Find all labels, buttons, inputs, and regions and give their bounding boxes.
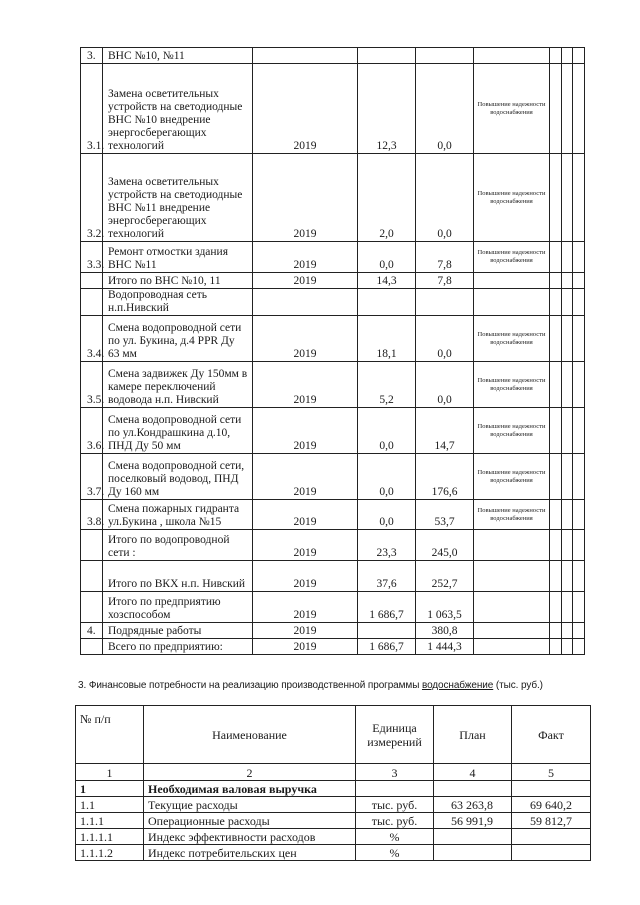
empty-cell xyxy=(562,592,573,623)
row-number: 3.7. xyxy=(81,454,103,500)
empty-cell xyxy=(573,64,585,154)
empty-cell xyxy=(562,48,573,64)
row-number: 1.1.1.1 xyxy=(76,829,144,845)
empty-cell xyxy=(573,242,585,273)
row-number-bold: 1 xyxy=(80,782,86,796)
empty-cell xyxy=(573,623,585,639)
plan-value xyxy=(358,623,416,639)
work-name: Итого по предприятию хозспособом xyxy=(103,592,253,623)
work-note: Повышение надежности водоснабжения xyxy=(474,242,550,273)
table-row xyxy=(81,242,585,273)
row-number xyxy=(81,289,103,316)
empty-cell xyxy=(573,48,585,64)
row-number: 1.1 xyxy=(76,797,144,813)
empty-cell xyxy=(550,316,562,362)
fact-value: 53,7 xyxy=(416,500,474,530)
table-row xyxy=(81,316,585,362)
index-cell: 1 xyxy=(76,764,144,781)
empty-cell xyxy=(573,316,585,362)
row-number: 3.1. xyxy=(81,64,103,154)
item-name xyxy=(144,781,356,797)
plan-value xyxy=(358,48,416,64)
table-row xyxy=(81,592,585,623)
table-row xyxy=(81,154,585,242)
work-note: Повышение надежности водоснабжения xyxy=(474,454,550,500)
work-note xyxy=(474,530,550,561)
fact-value xyxy=(416,48,474,64)
fact-value: 0,0 xyxy=(416,316,474,362)
empty-cell xyxy=(562,530,573,561)
fact-value: 7,8 xyxy=(416,242,474,273)
item-unit: % xyxy=(356,829,434,845)
empty-cell xyxy=(573,530,585,561)
plan-value: 37,6 xyxy=(358,561,416,592)
empty-cell xyxy=(550,154,562,242)
empty-cell xyxy=(550,48,562,64)
item-unit xyxy=(356,781,434,797)
empty-cell xyxy=(573,362,585,408)
plan-value xyxy=(434,781,512,797)
fact-value: 69 640,2 xyxy=(512,797,591,813)
empty-cell xyxy=(562,289,573,316)
work-name: Смена водопроводной сети, поселковый водовод, ПНД Ду 160 мм xyxy=(103,454,253,500)
empty-cell xyxy=(573,639,585,655)
plan-value: 0,0 xyxy=(358,500,416,530)
plan-value: 1 686,7 xyxy=(358,639,416,655)
fact-value xyxy=(512,845,591,861)
item-unit: тыс. руб. xyxy=(356,797,434,813)
item-name: Индекс эффективности расходов xyxy=(144,829,356,845)
fact-value: 14,7 xyxy=(416,408,474,454)
table-row xyxy=(76,813,591,829)
work-year: 2019 xyxy=(253,623,358,639)
table-row xyxy=(81,530,585,561)
work-name: Ремонт отмостки здания ВНС №11 xyxy=(103,242,253,273)
plan-value: 2,0 xyxy=(358,154,416,242)
work-year: 2019 xyxy=(253,592,358,623)
work-year: 2019 xyxy=(253,500,358,530)
work-name: Замена осветительных устройств на светодиодные ВНС №10 внедрение энергосберегающих технологий xyxy=(103,64,253,154)
table-row xyxy=(76,781,591,797)
work-year xyxy=(253,48,358,64)
plan-value: 63 263,8 xyxy=(434,797,512,813)
empty-cell xyxy=(550,592,562,623)
item-unit: % xyxy=(356,845,434,861)
work-name: Водопроводная сеть н.п.Нивский xyxy=(103,289,253,316)
empty-cell xyxy=(562,154,573,242)
row-number: 3.5. xyxy=(81,362,103,408)
empty-cell xyxy=(573,561,585,592)
work-name: Смена водопроводной сети по ул.Кондрашкина д.10, ПНД Ду 50 мм xyxy=(103,408,253,454)
work-year: 2019 xyxy=(253,64,358,154)
fact-value: 380,8 xyxy=(416,623,474,639)
fact-value xyxy=(512,829,591,845)
work-note: Повышение надежности водоснабжения xyxy=(474,500,550,530)
empty-cell xyxy=(550,242,562,273)
empty-cell xyxy=(550,454,562,500)
empty-cell xyxy=(573,154,585,242)
table-row xyxy=(81,639,585,655)
fact-value: 245,0 xyxy=(416,530,474,561)
empty-cell xyxy=(550,623,562,639)
work-note: Повышение надежности водоснабжения xyxy=(474,408,550,454)
plan-value xyxy=(434,845,512,861)
plan-value xyxy=(434,829,512,845)
table-row xyxy=(81,561,585,592)
empty-cell xyxy=(550,273,562,289)
row-number xyxy=(81,561,103,592)
empty-cell xyxy=(573,273,585,289)
empty-cell xyxy=(573,454,585,500)
work-note xyxy=(474,273,550,289)
work-note xyxy=(474,48,550,64)
plan-value: 0,0 xyxy=(358,408,416,454)
fact-value xyxy=(416,289,474,316)
work-note xyxy=(474,289,550,316)
empty-cell xyxy=(550,561,562,592)
fact-value: 0,0 xyxy=(416,154,474,242)
table-row xyxy=(81,64,585,154)
fact-value: 59 812,7 xyxy=(512,813,591,829)
index-cell: 4 xyxy=(434,764,512,781)
work-name: ВНС №10, №11 xyxy=(103,48,253,64)
table-row xyxy=(81,273,585,289)
empty-cell xyxy=(562,500,573,530)
empty-cell xyxy=(562,623,573,639)
header-fact: Факт xyxy=(512,706,591,764)
table-row xyxy=(81,48,585,64)
table-row xyxy=(81,500,585,530)
row-number: 3.3. xyxy=(81,242,103,273)
work-note: Повышение надежности водоснабжения xyxy=(474,64,550,154)
index-cell: 5 xyxy=(512,764,591,781)
table-row xyxy=(81,454,585,500)
work-name: Смена пожарных гидранта ул.Букина , школа №15 xyxy=(103,500,253,530)
header-plan: План xyxy=(434,706,512,764)
empty-cell xyxy=(550,530,562,561)
plan-value: 5,2 xyxy=(358,362,416,408)
empty-cell xyxy=(562,316,573,362)
work-year xyxy=(253,289,358,316)
work-note: Повышение надежности водоснабжения xyxy=(474,316,550,362)
plan-value: 0,0 xyxy=(358,242,416,273)
work-year: 2019 xyxy=(253,561,358,592)
table-row xyxy=(76,797,591,813)
fact-value: 1 444,3 xyxy=(416,639,474,655)
row-number xyxy=(81,639,103,655)
financial-needs-caption: 3. Финансовые потребности на реализацию производственной программы водоснабжение (тыс. руб.) xyxy=(78,680,543,691)
fact-value: 0,0 xyxy=(416,64,474,154)
column-index-row xyxy=(76,764,591,781)
plan-value: 0,0 xyxy=(358,454,416,500)
empty-cell xyxy=(562,561,573,592)
index-cell: 3 xyxy=(356,764,434,781)
work-note xyxy=(474,623,550,639)
item-unit: тыс. руб. xyxy=(356,813,434,829)
item-name-bold: Необходимая валовая выручка xyxy=(148,782,317,796)
empty-cell xyxy=(562,64,573,154)
plan-value xyxy=(358,289,416,316)
work-name: Итого по водопроводной сети : xyxy=(103,530,253,561)
fact-value: 7,8 xyxy=(416,273,474,289)
empty-cell xyxy=(573,289,585,316)
work-year: 2019 xyxy=(253,362,358,408)
header-name: Наименование xyxy=(144,706,356,764)
table-row xyxy=(81,408,585,454)
financial-needs-table xyxy=(75,705,591,861)
fact-value: 252,7 xyxy=(416,561,474,592)
empty-cell xyxy=(562,273,573,289)
fact-value: 1 063,5 xyxy=(416,592,474,623)
item-name: Индекс потребительских цен xyxy=(144,845,356,861)
index-cell: 2 xyxy=(144,764,356,781)
empty-cell xyxy=(550,64,562,154)
empty-cell xyxy=(562,639,573,655)
table-row xyxy=(76,829,591,845)
work-name: Замена осветительных устройств на светодиодные ВНС №11 внедрение энергосберегающих технологий xyxy=(103,154,253,242)
row-number: 3.4. xyxy=(81,316,103,362)
work-name: Смена водопроводной сети по ул. Букина, д.4 PPR Ду 63 мм xyxy=(103,316,253,362)
header-unit: Единица измерений xyxy=(356,706,434,764)
work-name: Всего по предприятию: xyxy=(103,639,253,655)
fact-value xyxy=(512,781,591,797)
empty-cell xyxy=(573,408,585,454)
work-year: 2019 xyxy=(253,530,358,561)
empty-cell xyxy=(562,242,573,273)
fact-value: 0,0 xyxy=(416,362,474,408)
row-number: 4. xyxy=(81,623,103,639)
program-works-table xyxy=(80,47,585,655)
row-number: 3.8. xyxy=(81,500,103,530)
row-number: 3. xyxy=(81,48,103,64)
empty-cell xyxy=(573,500,585,530)
row-number: 3.6. xyxy=(81,408,103,454)
item-name: Операционные расходы xyxy=(144,813,356,829)
row-number: 3.2. xyxy=(81,154,103,242)
plan-value: 18,1 xyxy=(358,316,416,362)
plan-value: 1 686,7 xyxy=(358,592,416,623)
work-name: Итого по ВНС №10, 11 xyxy=(103,273,253,289)
work-year: 2019 xyxy=(253,273,358,289)
table-row xyxy=(81,623,585,639)
fact-value: 176,6 xyxy=(416,454,474,500)
row-number xyxy=(81,273,103,289)
plan-value: 12,3 xyxy=(358,64,416,154)
plan-value: 23,3 xyxy=(358,530,416,561)
empty-cell xyxy=(550,289,562,316)
header-num: № п/п xyxy=(76,706,144,764)
table-row xyxy=(76,845,591,861)
work-year: 2019 xyxy=(253,639,358,655)
empty-cell xyxy=(562,408,573,454)
work-note xyxy=(474,561,550,592)
work-year: 2019 xyxy=(253,242,358,273)
empty-cell xyxy=(550,639,562,655)
work-note xyxy=(474,592,550,623)
work-note: Повышение надежности водоснабжения xyxy=(474,154,550,242)
work-name: Смена задвижек Ду 150мм в камере переключений водовода н.п. Нивский xyxy=(103,362,253,408)
work-year: 2019 xyxy=(253,316,358,362)
work-year: 2019 xyxy=(253,154,358,242)
work-name: Итого по ВКХ н.п. Нивский xyxy=(103,561,253,592)
row-number xyxy=(76,781,144,797)
table-row xyxy=(81,289,585,316)
empty-cell xyxy=(562,362,573,408)
work-year: 2019 xyxy=(253,408,358,454)
item-name: Текущие расходы xyxy=(144,797,356,813)
header-row xyxy=(76,706,591,764)
plan-value: 56 991,9 xyxy=(434,813,512,829)
plan-value: 14,3 xyxy=(358,273,416,289)
empty-cell xyxy=(573,592,585,623)
row-number xyxy=(81,530,103,561)
table-row xyxy=(81,362,585,408)
work-year: 2019 xyxy=(253,454,358,500)
empty-cell xyxy=(550,408,562,454)
row-number xyxy=(81,592,103,623)
work-name: Подрядные работы xyxy=(103,623,253,639)
work-note xyxy=(474,639,550,655)
empty-cell xyxy=(550,500,562,530)
empty-cell xyxy=(562,454,573,500)
work-note: Повышение надежности водоснабжения xyxy=(474,362,550,408)
empty-cell xyxy=(550,362,562,408)
row-number: 1.1.1.2 xyxy=(76,845,144,861)
row-number: 1.1.1 xyxy=(76,813,144,829)
